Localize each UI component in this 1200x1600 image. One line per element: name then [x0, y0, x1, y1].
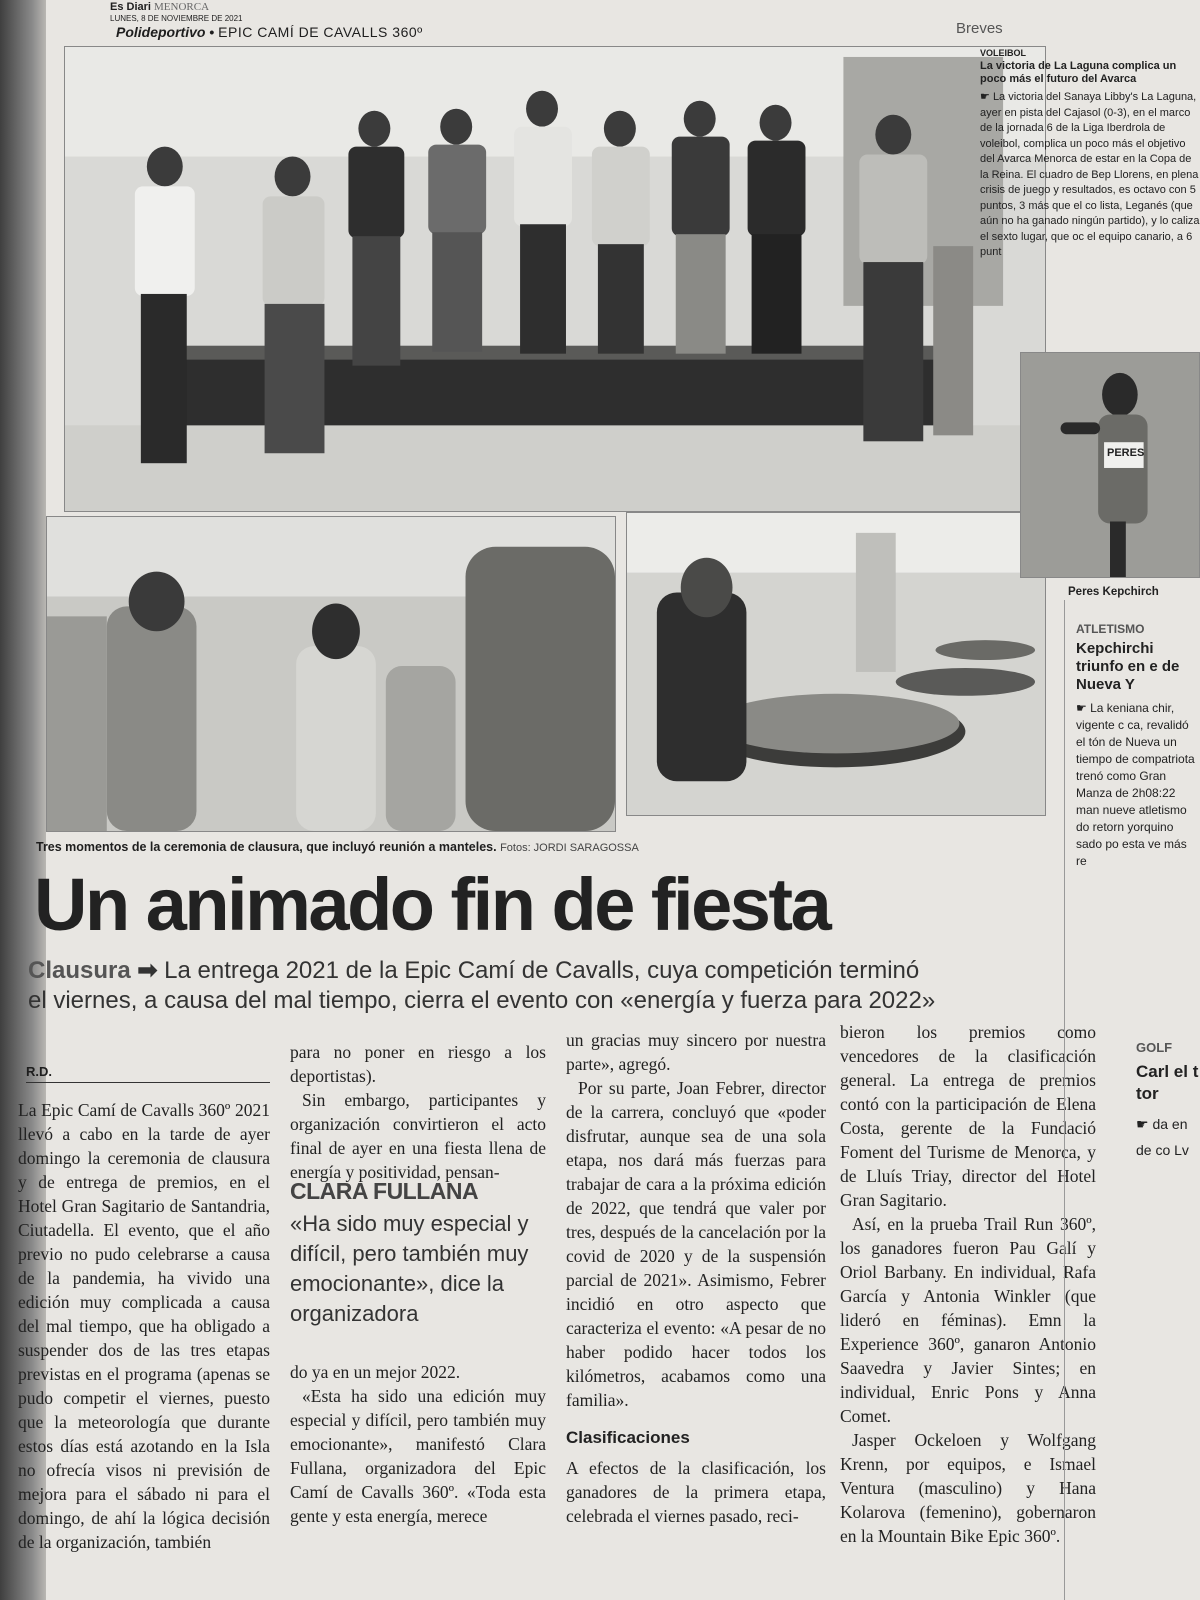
brief-body: da en de co Lv [1136, 1116, 1189, 1158]
photo-caption [36, 840, 639, 854]
headline: Un animado fin de fiesta [34, 863, 830, 946]
body-paragraph: Por su parte, Joan Febrer, director de la carrera, concluyó que «poder disfrutar, aunque sea de una sola etapa, nos dará más fuerzas para trabajar de cara a la próxima edición de 2022, que tendrá que valer por tres, después de la cancelación por la covid de 2020 y de la suspensión parcial de 2021». Asimismo, Febrer incidió en otro aspecto que caracteriza el evento: «A pesar de no haber podido hacer todos los kilómetros, acabamos como una familia». [566, 1078, 826, 1410]
brief-body: La keniana chir, vigente c ca, revalidó el tón de Nueva un tiempo de compatriota trenó como Gran Manza de 2h08:22 man nueve atletismo do retorn yorquino sado po esta ve más re [1076, 701, 1195, 868]
subhead-label: Clausura [28, 957, 131, 984]
pullquote [290, 1178, 546, 1329]
byline: R.D. [26, 1064, 52, 1079]
section-name: Polideportivo [116, 24, 206, 40]
section-topic: EPIC CAMÍ DE CAVALLS 360º [218, 24, 423, 40]
paper-name: Es Diari [110, 1, 151, 13]
runner-bib: PERES [1107, 447, 1145, 459]
runner-photo [1020, 352, 1200, 578]
brief-text [1076, 700, 1200, 870]
pullquote-name: CLARA FULLANA [290, 1178, 479, 1204]
brief-text [980, 90, 1200, 261]
subhead-line2: el viernes, a causa del mal tiempo, cierra el evento con «energía y fuerza para 2022» [28, 987, 936, 1014]
sidebar-header: Breves [956, 20, 1003, 37]
body-paragraph: «Esta ha sido una edición muy especial y difícil, pero también muy emocionante», manifestó Clara Fullana, organizadora del Epic Camí de Cavalls 360º. «Toda esta gente y esta energía, merece [290, 1386, 546, 1526]
brief-title: Carl el t tor [1136, 1062, 1199, 1103]
pullquote-text: «Ha sido muy especial y difícil, pero también muy emocionante», [290, 1211, 529, 1296]
bullet-arrow-icon: ☛ [980, 91, 990, 103]
brief-kicker: VOLEIBOL [980, 48, 1027, 58]
brief-title: La victoria de La Laguna complica un poco más el futuro del Avarca [980, 60, 1177, 85]
section-bar: Polideportivo • EPIC CAMÍ DE CAVALLS 360º [116, 24, 423, 40]
body-column-1 [18, 1098, 270, 1554]
bullet-arrow-icon: ☛ [1076, 701, 1087, 715]
body-column-2 [290, 1040, 546, 1184]
brief-volleyball [980, 48, 1200, 261]
arrow-right-icon: ➡ [137, 957, 158, 984]
brief-kicker: ATLETISMO [1076, 622, 1145, 636]
paella-cooking-photo [626, 512, 1046, 816]
byline-rule [26, 1082, 270, 1083]
subhead [28, 956, 1088, 1016]
body-paragraph: do ya en un mejor 2022. [290, 1362, 461, 1382]
brief-body: La victoria del Sanaya Libby's La Laguna, ayer en pista del Cajasol (0-3), en el marco de la jornada 6 de la Liga Iberdrola de voleibol, complica un poco más el objetivo del Avarca Menorca de estar en la Copa de la Reina. El cuadro de Bep Llorens, en plena crisis de juego y resultados, es octavo con 5 puntos, 3 más que el co lista, Leganés (que aún no ha ganado ningún partido), y lo caliza el sexto lugar, que oc el equipo canario, a 6 punt [980, 91, 1200, 258]
brief-text [1136, 1111, 1200, 1163]
body-paragraph: bieron los premios como vencedores de la clasificación general. La entrega de premios contó con la participación de Elena Costa, gerente de la Fundació Foment del Turisme de Menorca, y de Lluís Triay, director del Hotel Gran Sagitario. [840, 1022, 1096, 1210]
body-column-2-cont [290, 1360, 546, 1528]
crowd-celebration-photo [46, 516, 616, 832]
subsection-heading: Clasificaciones [566, 1428, 690, 1447]
body-paragraph: A efectos de la clasificación, los ganadores de la primera etapa, celebrada el viernes pasado, reci- [566, 1458, 826, 1526]
brief-golf [1136, 1040, 1200, 1163]
rail-divider [1064, 600, 1065, 1600]
body-paragraph: Jasper Ockeloen y Wolfgang Krenn, por equipos, e Ismael Ventura (masculino) y Hana Kolarova (femenino), gobernaron en la Mountain Bike Epic 360º. [840, 1430, 1096, 1546]
brief-title: Kepchirchi triunfo en e de Nueva Y [1076, 640, 1180, 693]
newspaper-page [18, 0, 1200, 1600]
body-column-3 [566, 1028, 826, 1528]
body-column-4 [840, 1020, 1096, 1548]
masthead [110, 2, 243, 24]
photo-credit: Fotos: JORDI SARAGOSSA [500, 842, 639, 854]
awards-ceremony-photo [64, 46, 1046, 512]
paper-edition: MENORCA [154, 1, 210, 13]
body-paragraph: La Epic Camí de Cavalls 360º 2021 llevó a cabo en la tarde de ayer domingo la ceremonia de clausura y de entrega de premios, en el Hotel Gran Sagitario de Santandria, Ciutadella. El evento, que el año previo no pudo celebrarse a causa de la pandemia, ha vivido una edición muy complicada a causa del mal tiempo, que ha obligado a suspender dos de las tres etapas previstas en el programa (apenas se pudo competir el viernes, puesto que la meteorología que durante estos días está azotando en la Isla no ofrecía visos ni previsión de mejora para el sábado ni para el domingo, de ahí la lógica decisión de la organización, también [18, 1100, 270, 1552]
brief-kicker: GOLF [1136, 1040, 1173, 1055]
body-paragraph: para no poner en riesgo a los deportistas). [290, 1042, 546, 1086]
caption-text: Tres momentos de la ceremonia de clausura, que incluyó reunión a manteles. [36, 840, 497, 854]
body-paragraph: Sin embargo, participantes y organización convirtieron el acto final de ayer en una fiesta llena de energía y positividad, pensan- [290, 1090, 546, 1182]
pullquote-attribution: dice la organizadora [290, 1271, 505, 1326]
bullet-arrow-icon: ☛ [1136, 1116, 1149, 1132]
runner-caption: Peres Kepchirch [1068, 586, 1159, 598]
body-paragraph: Así, en la prueba Trail Run 360º, los ganadores fueron Pau Galí y Oriol Barbany. En individual, Rafa García y Antonia Winkler (que lideró en féminas). Emn la Experience 360º, ganaron Antonio Saavedra y Javier Sintes; en individual, Enric Pons y Anna Comet. [840, 1214, 1096, 1426]
body-paragraph: un gracias muy sincero por nuestra parte», agregó. [566, 1030, 826, 1074]
paper-date: LUNES, 8 DE NOVIEMBRE DE 2021 [110, 14, 243, 23]
brief-athletics [1076, 622, 1200, 870]
subhead-line1: La entrega 2021 de la Epic Camí de Cavalls, cuya competición terminó [164, 957, 920, 984]
